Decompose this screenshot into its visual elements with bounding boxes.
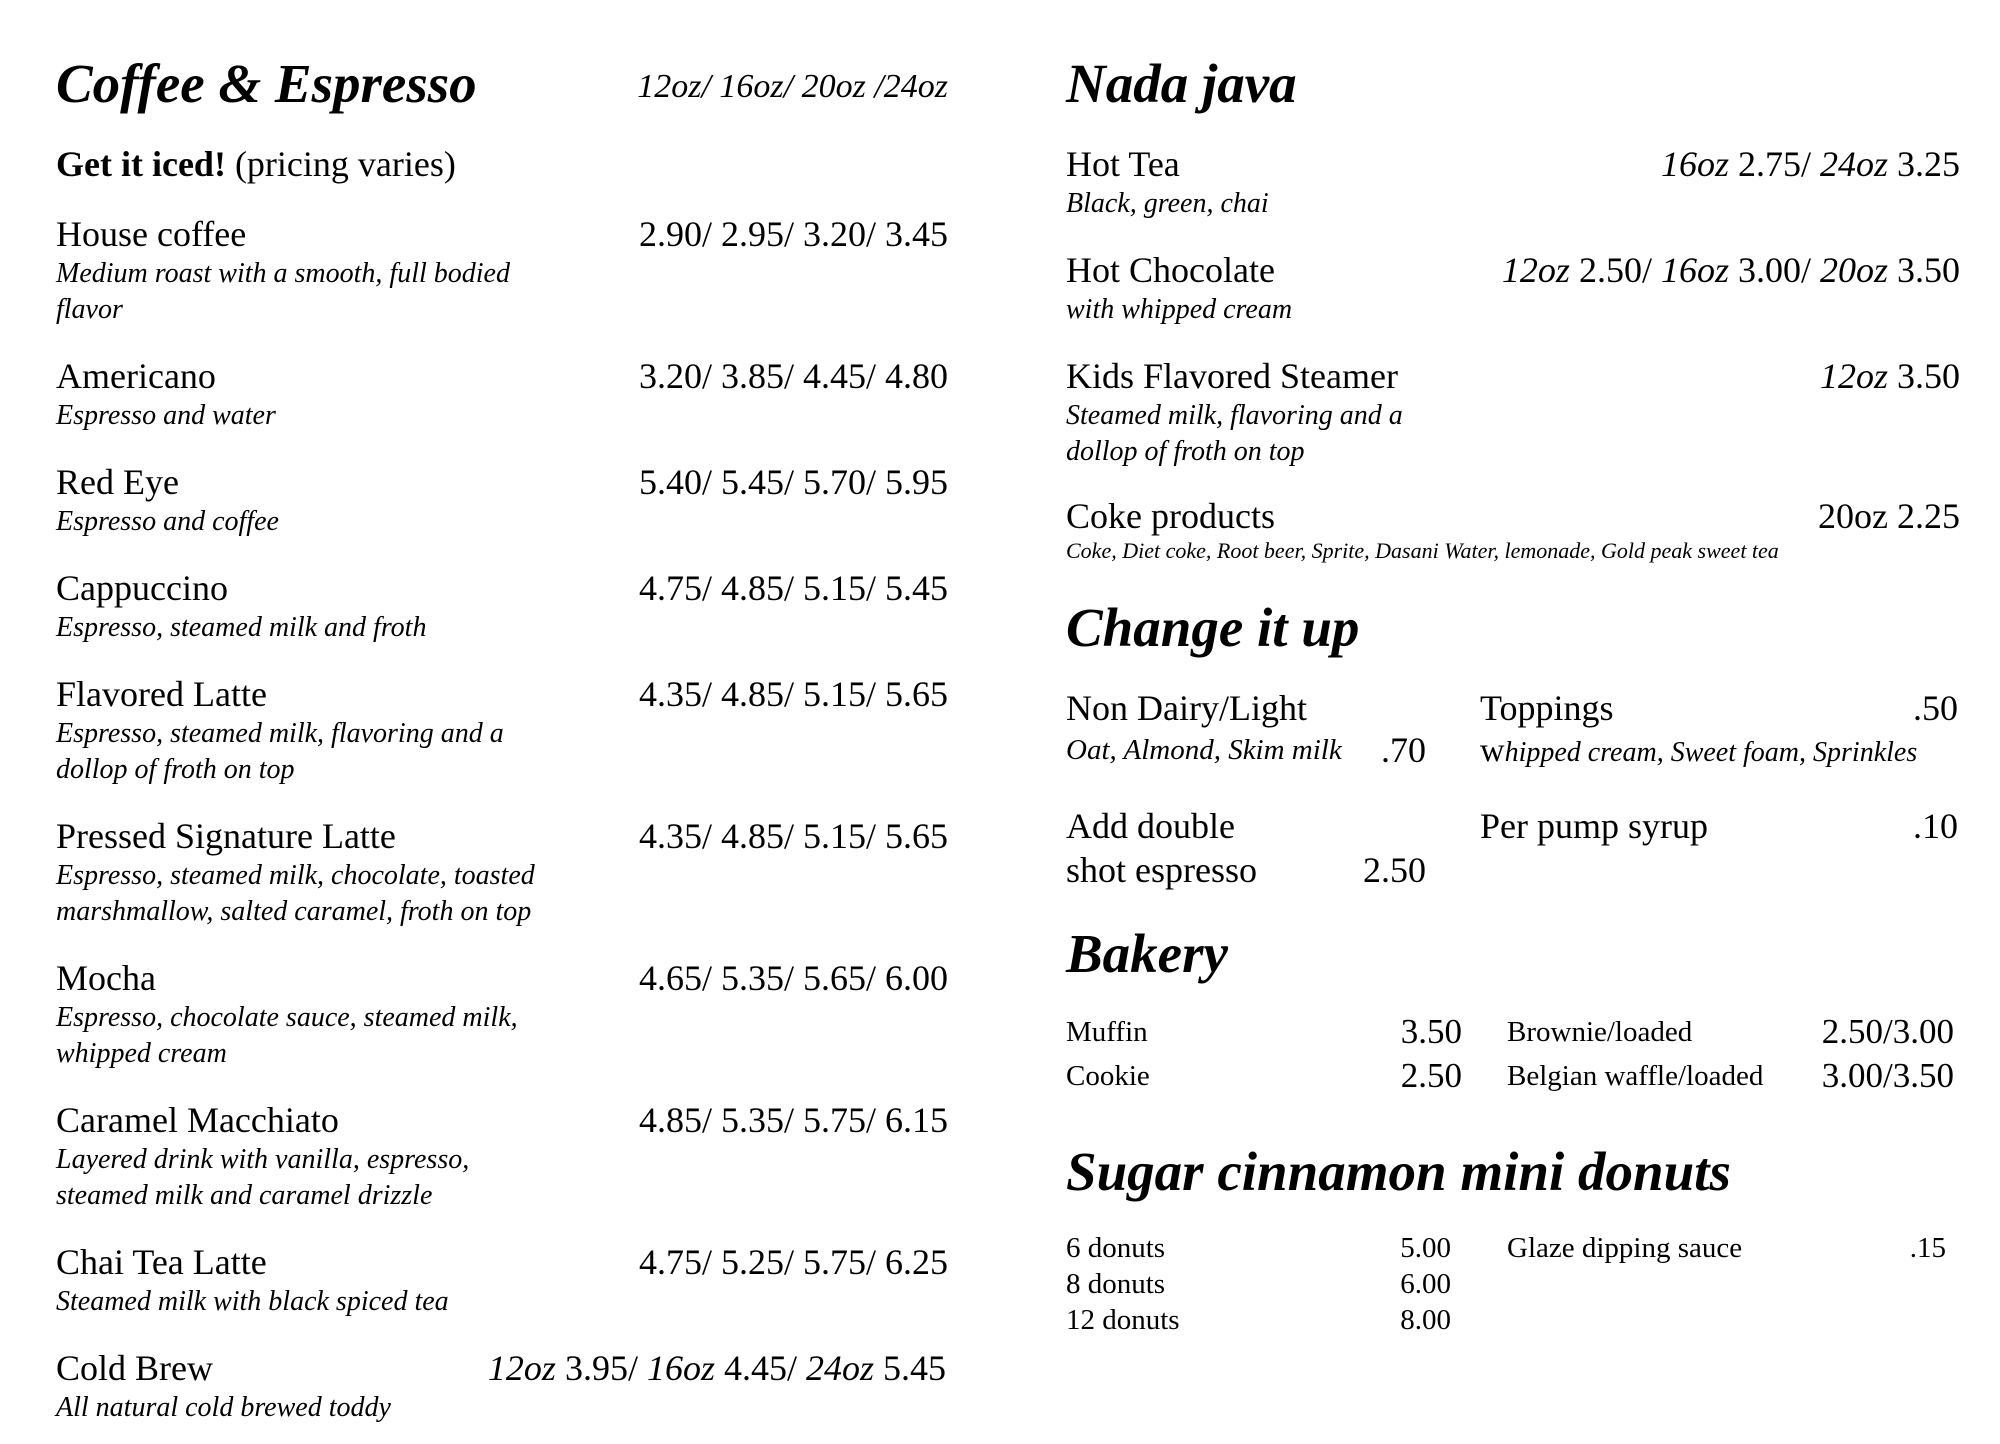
menu-item-name: House coffee: [56, 214, 247, 254]
menu-item-price: 6.00: [1400, 1268, 1451, 1300]
menu-item-description: Espresso, steamed milk, chocolate, toasted: [56, 860, 535, 891]
size-label: 12oz: [487, 1348, 556, 1388]
menu-item-description: dollop of froth on top: [1066, 436, 1305, 467]
iced-note-bold: Get it iced!: [56, 144, 226, 184]
iced-note: [56, 146, 456, 182]
menu-item-description: Espresso, chocolate sauce, steamed milk,: [56, 1002, 518, 1033]
nada-java-section-title: Nada java: [1066, 53, 1297, 114]
size-label: 16oz: [646, 1348, 715, 1388]
menu-item-price: 8.00: [1400, 1304, 1451, 1336]
menu-item-price: 5.40/ 5.45/ 5.70/ 5.95: [638, 462, 948, 502]
size-label: 24oz: [1819, 144, 1888, 184]
menu-item-description: Espresso and coffee: [56, 506, 279, 537]
coffee-size-header: 12oz/ 16oz/ 20oz /24oz: [637, 68, 948, 105]
iced-note-text: (pricing varies): [225, 144, 456, 184]
menu-item-name: shot espresso: [1066, 850, 1257, 890]
menu-item-description: Layered drink with vanilla, espresso,: [56, 1144, 470, 1175]
menu-item-name: 12 donuts: [1066, 1304, 1180, 1336]
menu-item-price: 20oz 2.25: [1818, 496, 1960, 536]
menu-item-price: 2.90/ 2.95/ 3.20/ 3.45: [638, 214, 948, 254]
menu-item-description: marshmallow, salted caramel, froth on top: [56, 896, 532, 927]
price-value: 3.25: [1888, 144, 1960, 184]
menu-item-description: All natural cold brewed toddy: [56, 1392, 391, 1423]
menu-item-price: 3.20/ 3.85/ 4.45/ 4.80: [638, 356, 948, 396]
menu-item-name: Kids Flavored Steamer: [1066, 356, 1398, 396]
menu-item-description: dollop of froth on top: [56, 754, 295, 785]
menu-item-description: Steamed milk with black spiced tea: [56, 1286, 449, 1317]
menu-item-price: 4.75/ 5.25/ 5.75/ 6.25: [638, 1242, 948, 1282]
menu-item-name: Hot Chocolate: [1066, 250, 1275, 290]
menu-item-price: 4.65/ 5.35/ 5.65/ 6.00: [638, 958, 948, 998]
menu-item-description: Steamed milk, flavoring and a: [1066, 400, 1403, 431]
coffee-section-title: Coffee & Espresso: [56, 53, 477, 114]
menu-item-description: Coke, Diet coke, Root beer, Sprite, Dasani Water, lemonade, Gold peak sweet tea: [1066, 538, 1779, 563]
menu-item-price: .10: [1913, 806, 1958, 846]
toppings-desc-rest: hipped cream, Sweet foam, Sprinkles: [1504, 737, 1918, 768]
donuts-section-title: Sugar cinnamon mini donuts: [1066, 1141, 1731, 1202]
menu-item-description: [1480, 734, 1917, 768]
price-value: 2.50/: [1569, 250, 1661, 290]
menu-item-description: whipped cream: [56, 1038, 227, 1069]
menu-item-name: Brownie/loaded: [1507, 1016, 1693, 1048]
menu-item-name: Flavored Latte: [56, 674, 267, 714]
size-label: 12oz: [1501, 250, 1570, 290]
menu-item-description: Medium roast with a smooth, full bodied: [56, 258, 510, 289]
menu-item-price: 4.75/ 4.85/ 5.15/ 5.45: [638, 568, 948, 608]
menu-item-name: Coke products: [1066, 496, 1275, 536]
menu-item-name: Cold Brew: [56, 1348, 213, 1388]
menu-item-price: 2.50: [1400, 1056, 1462, 1095]
menu-item-description: steamed milk and caramel drizzle: [56, 1180, 433, 1211]
menu-item-name: 6 donuts: [1066, 1232, 1166, 1264]
menu-item-name: Mocha: [56, 958, 156, 998]
menu-item-price: 5.00: [1400, 1232, 1451, 1264]
menu-item-name: Non Dairy/Light: [1066, 688, 1307, 728]
menu-item-name: Per pump syrup: [1480, 806, 1708, 846]
menu-item-name: Muffin: [1066, 1016, 1148, 1048]
menu-item-name: 8 donuts: [1066, 1268, 1166, 1300]
menu-item-price: 3.00/3.50: [1821, 1056, 1954, 1095]
size-label: 20oz: [1819, 250, 1888, 290]
menu-item-name: Chai Tea Latte: [56, 1242, 267, 1282]
menu-item-description: Espresso, steamed milk and froth: [56, 612, 427, 643]
price-value: 2.75/: [1728, 144, 1820, 184]
price-value: 3.95/: [555, 1348, 647, 1388]
price-value: 3.00/: [1728, 250, 1820, 290]
menu-item-description: Espresso and water: [56, 400, 276, 431]
menu-item-name: Red Eye: [56, 462, 179, 502]
price-value: 3.50: [1888, 356, 1960, 396]
steamer-price: [1820, 358, 1960, 394]
menu-item-description: flavor: [56, 294, 123, 325]
menu-item-price: 2.50/3.00: [1821, 1012, 1954, 1051]
price-value: 4.45/: [714, 1348, 806, 1388]
menu-item-name: Add double: [1066, 806, 1235, 846]
menu-item-name: Pressed Signature Latte: [56, 816, 396, 856]
menu-item-price: 4.85/ 5.35/ 5.75/ 6.15: [638, 1100, 948, 1140]
menu-item-description: with whipped cream: [1066, 294, 1293, 325]
size-label: 24oz: [805, 1348, 874, 1388]
cold-brew-price: [488, 1350, 946, 1386]
bakery-section-title: Bakery: [1066, 923, 1228, 984]
menu-item-name: Americano: [56, 356, 216, 396]
menu-item-price: .50: [1913, 688, 1958, 728]
menu-item-name: Cappuccino: [56, 568, 228, 608]
menu-item-description: Oat, Almond, Skim milk: [1066, 734, 1342, 766]
menu-item-price: 3.50: [1400, 1012, 1462, 1051]
menu-item-description: Black, green, chai: [1066, 188, 1269, 219]
menu-item-name: Caramel Macchiato: [56, 1100, 339, 1140]
menu-item-price: .70: [1381, 730, 1426, 770]
size-label: 16oz: [1660, 250, 1729, 290]
menu-item-price: 4.35/ 4.85/ 5.15/ 5.65: [638, 816, 948, 856]
menu-item-price: 4.35/ 4.85/ 5.15/ 5.65: [638, 674, 948, 714]
toppings-first-letter: w: [1480, 732, 1505, 769]
menu-item-price: 2.50: [1363, 850, 1426, 890]
menu-item-name: Hot Tea: [1066, 144, 1180, 184]
menu-item-name: Cookie: [1066, 1060, 1150, 1092]
menu-item-name: Belgian waffle/loaded: [1507, 1060, 1764, 1092]
size-label: 16oz: [1660, 144, 1729, 184]
menu-item-name: Glaze dipping sauce: [1507, 1232, 1743, 1264]
price-value: 3.50: [1888, 250, 1960, 290]
menu-item-name: Toppings: [1480, 688, 1614, 728]
hot-tea-price: [1661, 146, 1960, 182]
menu-item-description: Espresso, steamed milk, flavoring and a: [56, 718, 504, 749]
hot-chocolate-price: [1502, 252, 1960, 288]
change-it-up-section-title: Change it up: [1066, 597, 1360, 658]
size-label: 12oz: [1819, 356, 1888, 396]
menu-item-price: .15: [1909, 1232, 1946, 1264]
price-value: 5.45: [874, 1348, 946, 1388]
